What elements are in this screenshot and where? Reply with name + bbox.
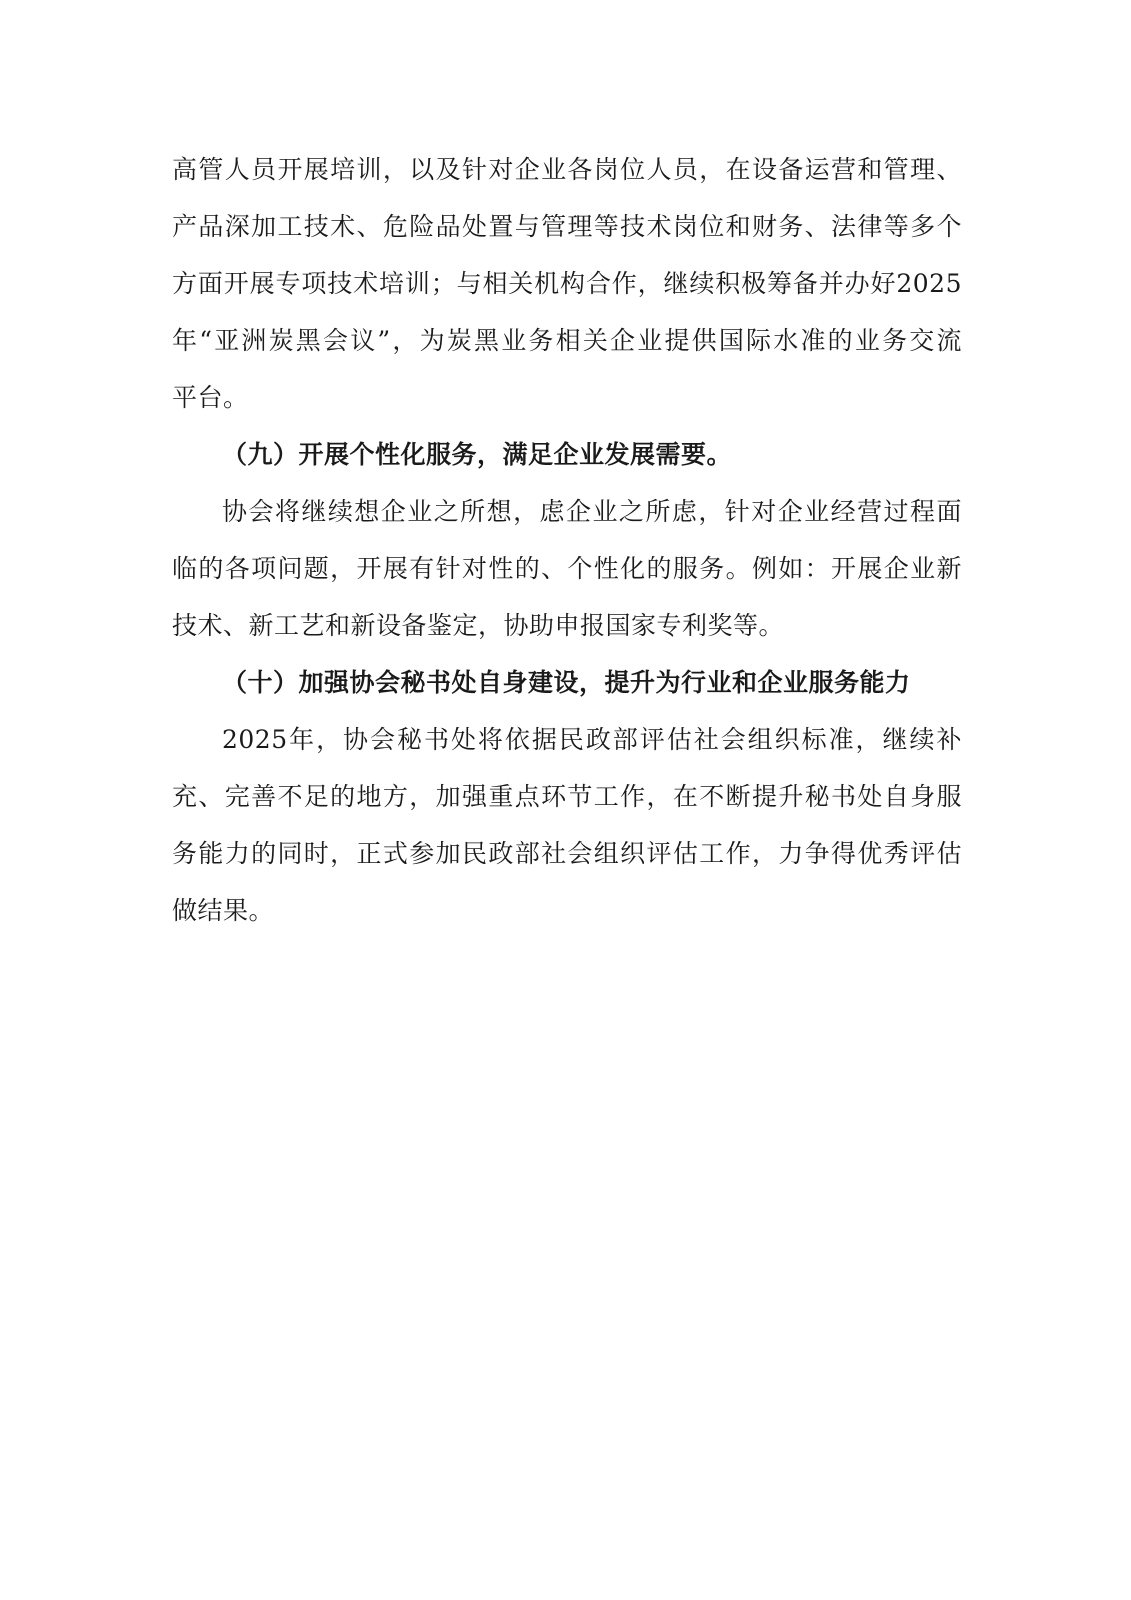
section-9-heading: （九）开展个性化服务，满足企业发展需要。 xyxy=(222,440,733,469)
paragraph-line: 方面开展专项技术培训；与相关机构合作，继续积极筹备并办好2025 xyxy=(172,269,962,298)
paragraph-line: 年“亚洲炭黑会议”，为炭黑业务相关企业提供国际水准的业务交流 xyxy=(172,326,962,355)
paragraph-line: 临的各项问题，开展有针对性的、个性化的服务。例如：开展企业新 xyxy=(172,554,962,583)
paragraph-line: 务能力的同时，正式参加民政部社会组织评估工作，力争得优秀评估 xyxy=(172,839,962,868)
paragraph-line: 2025年，协会秘书处将依据民政部评估社会组织标准，继续补 xyxy=(222,725,962,754)
section-10-heading: （十）加强协会秘书处自身建设，提升为行业和企业服务能力 xyxy=(222,668,911,697)
paragraph-line: 技术、新工艺和新设备鉴定，协助申报国家专利奖等。 xyxy=(172,611,785,640)
paragraph-line: 充、完善不足的地方，加强重点环节工作，在不断提升秘书处自身服 xyxy=(172,782,962,811)
paragraph-line: 做结果。 xyxy=(172,896,275,925)
paragraph-line: 高管人员开展培训，以及针对企业各岗位人员，在设备运营和管理、 xyxy=(172,155,962,184)
paragraph-line: 平台。 xyxy=(172,383,249,412)
paragraph-line: 产品深加工技术、危险品处置与管理等技术岗位和财务、法律等多个 xyxy=(172,212,962,241)
paragraph-line: 协会将继续想企业之所想，虑企业之所虑，针对企业经营过程面 xyxy=(222,497,962,526)
